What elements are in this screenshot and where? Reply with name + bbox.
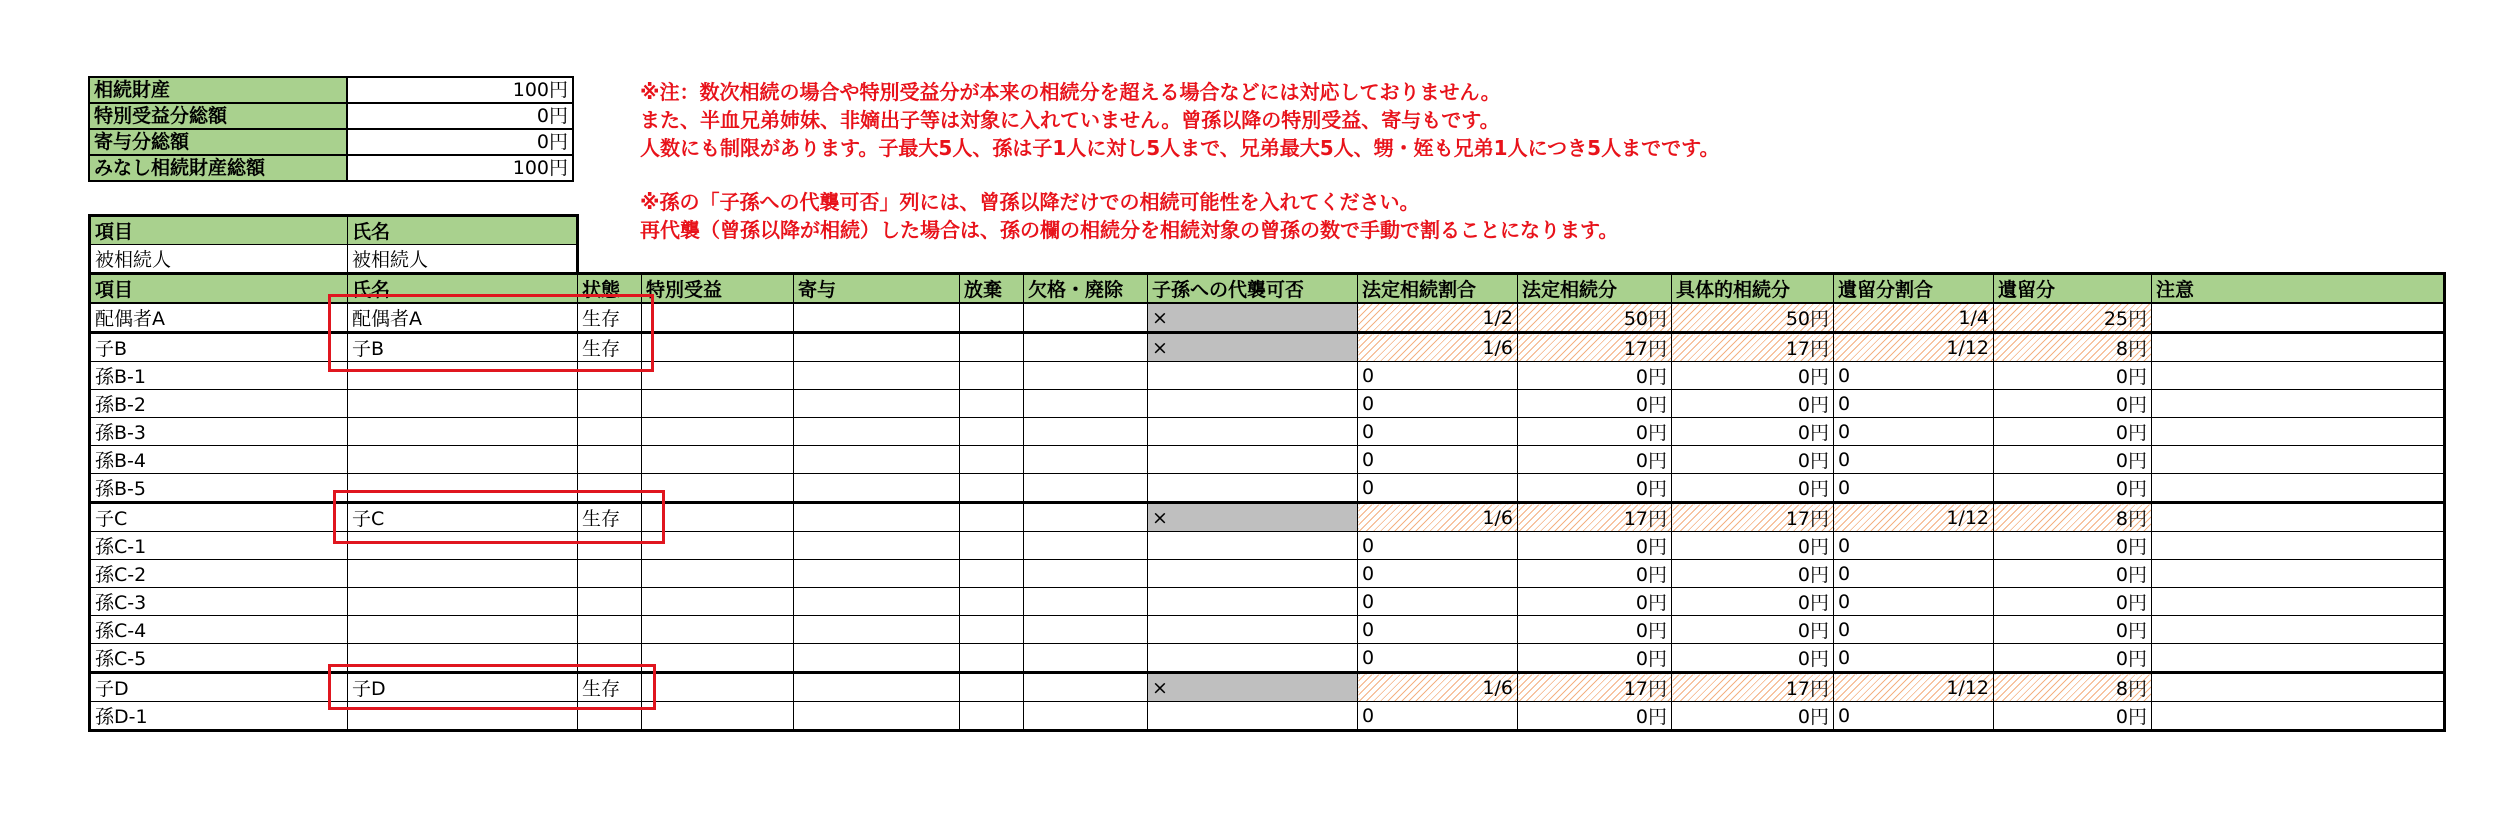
table-row	[90, 303, 2445, 333]
special-benefit-cell[interactable]	[642, 446, 794, 474]
summary-row	[89, 77, 573, 103]
legal-ratio-cell[interactable]: 0	[1358, 418, 1518, 446]
item-cell[interactable]: 孫C-5	[90, 644, 348, 673]
summary-value-cell[interactable]: 0円	[347, 103, 573, 129]
summary-label-cell[interactable]: 相続財産	[89, 77, 347, 103]
legal-ratio-cell[interactable]: 0	[1358, 560, 1518, 588]
reserved-ratio-cell[interactable]: 0	[1834, 418, 1994, 446]
reserved-share-cell[interactable]: 0円	[1994, 644, 2152, 673]
note-cell[interactable]	[2152, 303, 2445, 333]
table-row	[90, 362, 2445, 390]
legal-ratio-cell[interactable]: 0	[1358, 474, 1518, 503]
status-cell[interactable]: 生存	[578, 503, 642, 532]
name-cell[interactable]	[348, 702, 578, 731]
note-line: また、半血兄弟姉妹、非嫡出子等は対象に入れていません。曾孫以降の特別受益、寄与もです。	[640, 108, 1500, 132]
reserved-share-cell[interactable]: 0円	[1994, 390, 2152, 418]
summary-row	[89, 103, 573, 129]
note-line: 人数にも制限があります。子最大5人、孫は子1人に対し5人まで、兄弟最大5人、甥・姪も兄弟1人につき5人までです。	[640, 136, 1720, 160]
special-benefit-cell[interactable]	[642, 503, 794, 532]
item-cell[interactable]: 子B	[90, 333, 348, 362]
name-cell[interactable]	[348, 588, 578, 616]
item-cell[interactable]: 配偶者A	[90, 303, 348, 333]
special-benefit-cell[interactable]	[642, 362, 794, 390]
column-header[interactable]: 子孫への代襲可否	[1148, 274, 1358, 304]
decedent-header-row	[90, 216, 578, 245]
contribution-cell[interactable]	[794, 588, 960, 616]
table-row	[90, 588, 2445, 616]
summary-label-cell[interactable]: みなし相続財産総額	[89, 155, 347, 181]
renounce-cell[interactable]	[960, 616, 1024, 644]
item-cell[interactable]: 孫B-1	[90, 362, 348, 390]
reserved-share-cell[interactable]: 8円	[1994, 673, 2152, 702]
note-cell[interactable]	[2152, 616, 2445, 644]
reserved-share-cell[interactable]: 0円	[1994, 474, 2152, 503]
reserved-share-cell[interactable]: 0円	[1994, 362, 2152, 390]
renounce-cell[interactable]	[960, 362, 1024, 390]
specific-share-cell[interactable]: 0円	[1672, 644, 1834, 673]
special-benefit-cell[interactable]	[642, 303, 794, 333]
status-cell[interactable]: 生存	[578, 673, 642, 702]
special-benefit-cell[interactable]	[642, 333, 794, 362]
reserved-ratio-cell[interactable]: 0	[1834, 702, 1994, 731]
legal-ratio-cell[interactable]: 0	[1358, 588, 1518, 616]
representation-cell[interactable]	[1148, 446, 1358, 474]
reserved-ratio-cell[interactable]: 1/12	[1834, 673, 1994, 702]
table-row	[90, 673, 2445, 702]
specific-share-cell[interactable]: 50円	[1672, 303, 1834, 333]
column-header[interactable]: 放棄	[960, 274, 1024, 304]
column-header[interactable]: 注意	[2152, 274, 2445, 304]
disqualify-cell[interactable]	[1024, 560, 1148, 588]
disqualify-cell[interactable]	[1024, 333, 1148, 362]
legal-share-cell[interactable]: 0円	[1518, 702, 1672, 731]
column-header[interactable]: 法定相続割合	[1358, 274, 1518, 304]
specific-share-cell[interactable]: 0円	[1672, 390, 1834, 418]
legal-ratio-cell[interactable]: 0	[1358, 702, 1518, 731]
representation-cell[interactable]: ×	[1148, 673, 1358, 702]
specific-share-cell[interactable]: 17円	[1672, 333, 1834, 362]
contribution-cell[interactable]	[794, 673, 960, 702]
legal-ratio-cell[interactable]: 1/6	[1358, 503, 1518, 532]
legal-share-cell[interactable]: 0円	[1518, 418, 1672, 446]
renounce-cell[interactable]	[960, 588, 1024, 616]
status-cell[interactable]	[578, 644, 642, 673]
decedent-name-cell[interactable]: 被相続人	[348, 245, 578, 274]
table-row	[90, 644, 2445, 673]
legal-share-cell[interactable]: 0円	[1518, 446, 1672, 474]
legal-share-cell[interactable]: 0円	[1518, 560, 1672, 588]
legal-ratio-cell[interactable]: 1/6	[1358, 673, 1518, 702]
renounce-cell[interactable]	[960, 446, 1024, 474]
reserved-share-cell[interactable]: 25円	[1994, 303, 2152, 333]
reserved-ratio-cell[interactable]: 0	[1834, 588, 1994, 616]
contribution-cell[interactable]	[794, 532, 960, 560]
summary-row	[89, 129, 573, 155]
note-line: ※注：数次相続の場合や特別受益分が本来の相続分を超える場合などには対応しておりません。	[640, 80, 1501, 104]
column-header[interactable]: 法定相続分	[1518, 274, 1672, 304]
note-cell[interactable]	[2152, 418, 2445, 446]
representation-cell[interactable]	[1148, 474, 1358, 503]
renounce-cell[interactable]	[960, 474, 1024, 503]
renounce-cell[interactable]	[960, 418, 1024, 446]
item-cell[interactable]: 孫C-1	[90, 532, 348, 560]
name-cell[interactable]	[348, 390, 578, 418]
special-benefit-cell[interactable]	[642, 418, 794, 446]
reserved-share-cell[interactable]: 8円	[1994, 503, 2152, 532]
contribution-cell[interactable]	[794, 474, 960, 503]
disqualify-cell[interactable]	[1024, 644, 1148, 673]
status-cell[interactable]: 生存	[578, 333, 642, 362]
special-benefit-cell[interactable]	[642, 616, 794, 644]
table-row	[90, 474, 2445, 503]
column-header[interactable]: 遺留分割合	[1834, 274, 1994, 304]
contribution-cell[interactable]	[794, 503, 960, 532]
representation-cell[interactable]: ×	[1148, 503, 1358, 532]
reserved-ratio-cell[interactable]: 1/12	[1834, 503, 1994, 532]
legal-share-cell[interactable]: 17円	[1518, 503, 1672, 532]
representation-cell[interactable]	[1148, 644, 1358, 673]
reserved-ratio-cell[interactable]: 0	[1834, 446, 1994, 474]
legal-share-cell[interactable]: 0円	[1518, 390, 1672, 418]
name-cell[interactable]	[348, 644, 578, 673]
disqualify-cell[interactable]	[1024, 446, 1148, 474]
contribution-cell[interactable]	[794, 446, 960, 474]
reserved-share-cell[interactable]: 8円	[1994, 333, 2152, 362]
disqualify-cell[interactable]	[1024, 390, 1148, 418]
name-cell[interactable]	[348, 560, 578, 588]
special-benefit-cell[interactable]	[642, 702, 794, 731]
legal-ratio-cell[interactable]: 0	[1358, 532, 1518, 560]
note-cell[interactable]	[2152, 503, 2445, 532]
representation-cell[interactable]: ×	[1148, 303, 1358, 333]
name-cell[interactable]	[348, 362, 578, 390]
renounce-cell[interactable]	[960, 303, 1024, 333]
specific-share-cell[interactable]: 0円	[1672, 560, 1834, 588]
renounce-cell[interactable]	[960, 702, 1024, 731]
item-cell[interactable]: 子D	[90, 673, 348, 702]
column-header[interactable]: 状態	[578, 274, 642, 304]
status-cell[interactable]: 生存	[578, 303, 642, 333]
special-benefit-cell[interactable]	[642, 532, 794, 560]
name-cell[interactable]	[348, 532, 578, 560]
disqualify-cell[interactable]	[1024, 616, 1148, 644]
specific-share-cell[interactable]: 0円	[1672, 474, 1834, 503]
column-header[interactable]: 特別受益	[642, 274, 794, 304]
summary-label-cell[interactable]: 特別受益分総額	[89, 103, 347, 129]
name-cell[interactable]: 子D	[348, 673, 578, 702]
contribution-cell[interactable]	[794, 616, 960, 644]
legal-share-cell[interactable]: 0円	[1518, 532, 1672, 560]
legal-ratio-cell[interactable]: 0	[1358, 644, 1518, 673]
reserved-share-cell[interactable]: 0円	[1994, 532, 2152, 560]
representation-cell[interactable]: ×	[1148, 333, 1358, 362]
specific-share-cell[interactable]: 0円	[1672, 532, 1834, 560]
legal-ratio-cell[interactable]: 1/6	[1358, 333, 1518, 362]
name-cell[interactable]: 子B	[348, 333, 578, 362]
item-cell[interactable]: 孫B-3	[90, 418, 348, 446]
status-cell[interactable]	[578, 474, 642, 503]
note-cell[interactable]	[2152, 446, 2445, 474]
renounce-cell[interactable]	[960, 503, 1024, 532]
reserved-ratio-cell[interactable]: 0	[1834, 390, 1994, 418]
note-cell[interactable]	[2152, 588, 2445, 616]
column-header[interactable]: 欠格・廃除	[1024, 274, 1148, 304]
special-benefit-cell[interactable]	[642, 390, 794, 418]
reserved-ratio-cell[interactable]: 1/4	[1834, 303, 1994, 333]
specific-share-cell[interactable]: 17円	[1672, 673, 1834, 702]
legal-ratio-cell[interactable]: 0	[1358, 616, 1518, 644]
legal-share-cell[interactable]: 0円	[1518, 362, 1672, 390]
item-cell[interactable]: 子C	[90, 503, 348, 532]
specific-share-cell[interactable]: 0円	[1672, 418, 1834, 446]
special-benefit-cell[interactable]	[642, 644, 794, 673]
item-cell[interactable]: 孫B-5	[90, 474, 348, 503]
item-cell[interactable]: 孫C-3	[90, 588, 348, 616]
status-cell[interactable]	[578, 390, 642, 418]
renounce-cell[interactable]	[960, 644, 1024, 673]
disqualify-cell[interactable]	[1024, 503, 1148, 532]
table-row	[90, 418, 2445, 446]
contribution-cell[interactable]	[794, 560, 960, 588]
disqualify-cell[interactable]	[1024, 303, 1148, 333]
special-benefit-cell[interactable]	[642, 560, 794, 588]
heirs-table	[88, 272, 2446, 732]
item-cell[interactable]: 孫C-2	[90, 560, 348, 588]
note-cell[interactable]	[2152, 474, 2445, 503]
name-cell[interactable]: 配偶者A	[348, 303, 578, 333]
representation-cell[interactable]	[1148, 532, 1358, 560]
status-cell[interactable]	[578, 418, 642, 446]
reserved-ratio-cell[interactable]: 0	[1834, 616, 1994, 644]
column-header[interactable]: 遺留分	[1994, 274, 2152, 304]
legal-ratio-cell[interactable]: 0	[1358, 362, 1518, 390]
contribution-cell[interactable]	[794, 362, 960, 390]
specific-share-cell[interactable]: 17円	[1672, 503, 1834, 532]
reserved-ratio-cell[interactable]: 1/12	[1834, 333, 1994, 362]
special-benefit-cell[interactable]	[642, 588, 794, 616]
disqualify-cell[interactable]	[1024, 474, 1148, 503]
notes-block	[640, 78, 1720, 244]
summary-label-cell[interactable]: 寄与分総額	[89, 129, 347, 155]
summary-value-cell[interactable]: 100円	[347, 77, 573, 103]
note-gap	[640, 162, 1720, 188]
table-row	[90, 503, 2445, 532]
renounce-cell[interactable]	[960, 390, 1024, 418]
name-cell[interactable]	[348, 474, 578, 503]
status-cell[interactable]	[578, 588, 642, 616]
column-header[interactable]: 項目	[90, 274, 348, 304]
status-cell[interactable]	[578, 362, 642, 390]
renounce-cell[interactable]	[960, 673, 1024, 702]
disqualify-cell[interactable]	[1024, 532, 1148, 560]
note-line: 再代襲（曾孫以降が相続）した場合は、孫の欄の相続分を相続対象の曾孫の数で手動で割ることになります。	[640, 218, 1619, 242]
summary-value-cell[interactable]: 0円	[347, 129, 573, 155]
name-cell[interactable]: 子C	[348, 503, 578, 532]
legal-ratio-cell[interactable]: 1/2	[1358, 303, 1518, 333]
contribution-cell[interactable]	[794, 303, 960, 333]
item-cell[interactable]: 孫B-2	[90, 390, 348, 418]
note-cell[interactable]	[2152, 333, 2445, 362]
representation-cell[interactable]	[1148, 560, 1358, 588]
status-cell[interactable]	[578, 446, 642, 474]
representation-cell[interactable]	[1148, 362, 1358, 390]
legal-share-cell[interactable]: 17円	[1518, 333, 1672, 362]
legal-ratio-cell[interactable]: 0	[1358, 446, 1518, 474]
renounce-cell[interactable]	[960, 333, 1024, 362]
legal-share-cell[interactable]: 0円	[1518, 588, 1672, 616]
note-cell[interactable]	[2152, 362, 2445, 390]
reserved-share-cell[interactable]: 0円	[1994, 446, 2152, 474]
special-benefit-cell[interactable]	[642, 673, 794, 702]
item-cell[interactable]: 孫C-4	[90, 616, 348, 644]
name-cell[interactable]	[348, 616, 578, 644]
table-row	[90, 616, 2445, 644]
status-cell[interactable]	[578, 616, 642, 644]
reserved-share-cell[interactable]: 0円	[1994, 702, 2152, 731]
decedent-item-cell[interactable]: 被相続人	[90, 245, 348, 274]
special-benefit-cell[interactable]	[642, 474, 794, 503]
header-cell[interactable]: 氏名	[348, 216, 578, 245]
legal-ratio-cell[interactable]: 0	[1358, 390, 1518, 418]
table-row	[90, 532, 2445, 560]
legal-share-cell[interactable]: 50円	[1518, 303, 1672, 333]
column-header[interactable]: 具体的相続分	[1672, 274, 1834, 304]
note-cell[interactable]	[2152, 673, 2445, 702]
disqualify-cell[interactable]	[1024, 418, 1148, 446]
status-cell[interactable]	[578, 702, 642, 731]
status-cell[interactable]	[578, 532, 642, 560]
summary-table	[88, 76, 574, 182]
table-row	[90, 702, 2445, 731]
specific-share-cell[interactable]: 0円	[1672, 446, 1834, 474]
header-cell[interactable]: 項目	[90, 216, 348, 245]
representation-cell[interactable]	[1148, 418, 1358, 446]
note-cell[interactable]	[2152, 560, 2445, 588]
table-row	[90, 560, 2445, 588]
representation-cell[interactable]	[1148, 702, 1358, 731]
reserved-share-cell[interactable]: 0円	[1994, 616, 2152, 644]
heirs-header-row	[90, 274, 2445, 304]
specific-share-cell[interactable]: 0円	[1672, 362, 1834, 390]
reserved-ratio-cell[interactable]: 0	[1834, 362, 1994, 390]
reserved-ratio-cell[interactable]: 0	[1834, 532, 1994, 560]
specific-share-cell[interactable]: 0円	[1672, 702, 1834, 731]
specific-share-cell[interactable]: 0円	[1672, 588, 1834, 616]
legal-share-cell[interactable]: 0円	[1518, 644, 1672, 673]
reserved-share-cell[interactable]: 0円	[1994, 560, 2152, 588]
name-cell[interactable]	[348, 446, 578, 474]
contribution-cell[interactable]	[794, 333, 960, 362]
note-cell[interactable]	[2152, 390, 2445, 418]
note-cell[interactable]	[2152, 644, 2445, 673]
contribution-cell[interactable]	[794, 644, 960, 673]
item-cell[interactable]: 孫B-4	[90, 446, 348, 474]
status-cell[interactable]	[578, 560, 642, 588]
contribution-cell[interactable]	[794, 702, 960, 731]
disqualify-cell[interactable]	[1024, 362, 1148, 390]
reserved-ratio-cell[interactable]: 0	[1834, 474, 1994, 503]
renounce-cell[interactable]	[960, 532, 1024, 560]
representation-cell[interactable]	[1148, 588, 1358, 616]
reserved-share-cell[interactable]: 0円	[1994, 418, 2152, 446]
reserved-ratio-cell[interactable]: 0	[1834, 644, 1994, 673]
reserved-ratio-cell[interactable]: 0	[1834, 560, 1994, 588]
renounce-cell[interactable]	[960, 560, 1024, 588]
name-cell[interactable]	[348, 418, 578, 446]
legal-share-cell[interactable]: 0円	[1518, 616, 1672, 644]
decedent-row	[90, 245, 578, 274]
contribution-cell[interactable]	[794, 390, 960, 418]
contribution-cell[interactable]	[794, 418, 960, 446]
table-row	[90, 333, 2445, 362]
note-line: ※孫の「子孫への代襲可否」列には、曾孫以降だけでの相続可能性を入れてください。	[640, 190, 1420, 214]
column-header[interactable]: 氏名	[348, 274, 578, 304]
note-cell[interactable]	[2152, 702, 2445, 731]
legal-share-cell[interactable]: 17円	[1518, 673, 1672, 702]
reserved-share-cell[interactable]: 0円	[1994, 588, 2152, 616]
representation-cell[interactable]	[1148, 616, 1358, 644]
decedent-table	[88, 214, 579, 275]
legal-share-cell[interactable]: 0円	[1518, 474, 1672, 503]
column-header[interactable]: 寄与	[794, 274, 960, 304]
table-row	[90, 446, 2445, 474]
summary-value-cell[interactable]: 100円	[347, 155, 573, 181]
disqualify-cell[interactable]	[1024, 673, 1148, 702]
representation-cell[interactable]	[1148, 390, 1358, 418]
item-cell[interactable]: 孫D-1	[90, 702, 348, 731]
disqualify-cell[interactable]	[1024, 588, 1148, 616]
note-cell[interactable]	[2152, 532, 2445, 560]
table-row	[90, 390, 2445, 418]
disqualify-cell[interactable]	[1024, 702, 1148, 731]
summary-row	[89, 155, 573, 181]
specific-share-cell[interactable]: 0円	[1672, 616, 1834, 644]
